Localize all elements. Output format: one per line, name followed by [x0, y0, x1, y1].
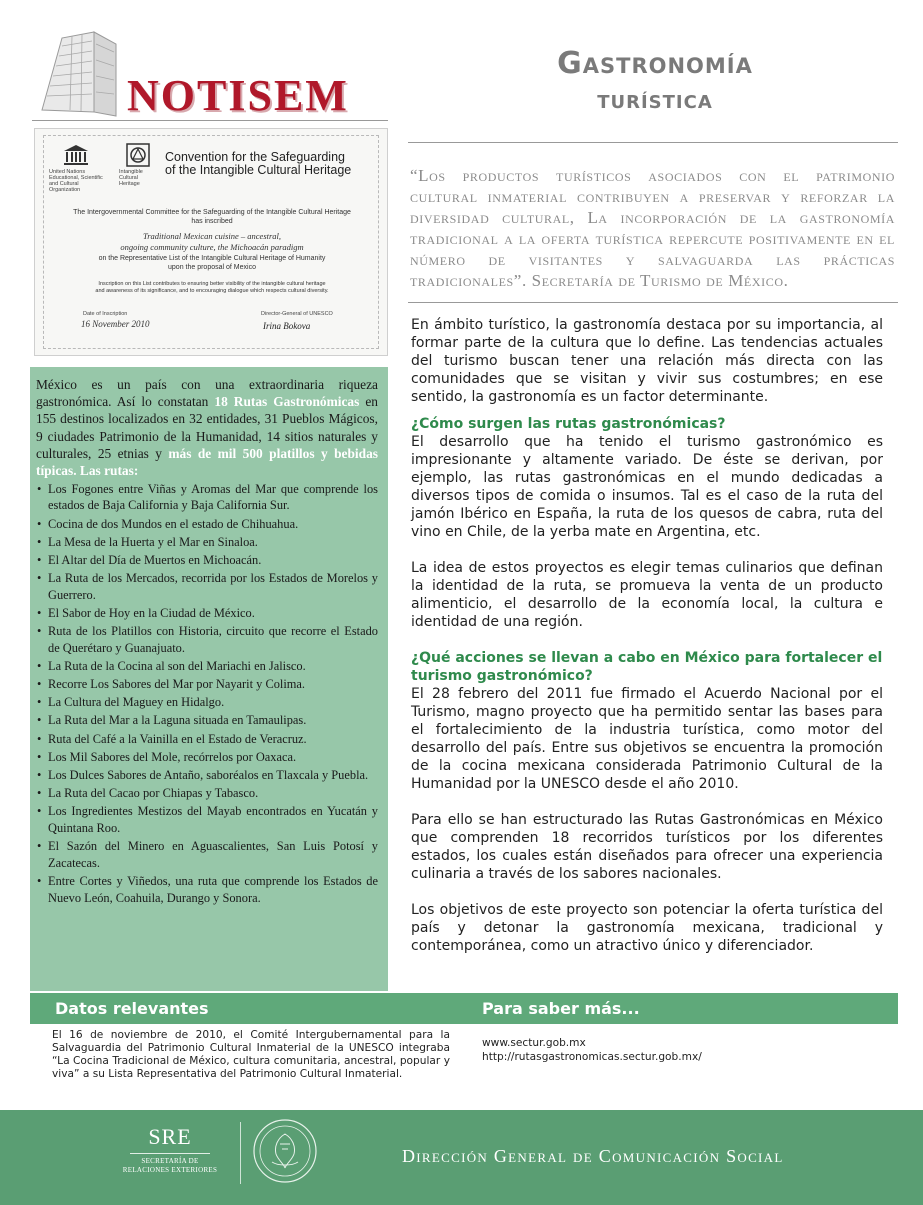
certificate-note-line-1: Inscription on this List contributes to ensuring better visibility of the intangible cultural heritage: [98, 281, 326, 287]
section-heading: ¿Cómo surgen las rutas gastronómicas?: [411, 416, 726, 432]
list-item: • Ruta del Café a la Vainilla en el Estado de Veracruz.: [36, 731, 378, 748]
title-line-2: turística: [597, 85, 713, 115]
list-item: • Los Mil Sabores del Mole, recórrelos por Oaxaca.: [36, 749, 378, 766]
list-item: • Recorre Los Sabores del Mar por Nayarit y Colima.: [36, 676, 378, 693]
certificate-list: on the Representative List of the Intangible Cultural Heritage of Humanity: [98, 255, 326, 262]
ich-emblem-icon: [123, 143, 153, 167]
page-title: [430, 46, 880, 118]
certificate-date-label: Date of Inscription: [83, 311, 128, 317]
article-paragraph: El desarrollo que ha tenido el turismo gastronómico es impresionante y altamente variado. De éste se derivan, por ejemplo, las rutas gastronómicas en el mundo dedicadas a diversos tipos de comida o insumos. Tal es el caso de la ruta del jamón Ibérico en España, la ruta de los quesos de cabra, ruta del vino en Chile, de la yerba mate en Argentina, etc.: [411, 434, 883, 540]
notisem-logo: [32, 30, 392, 122]
sidebar-intro: [36, 376, 378, 479]
certificate-proposal: upon the proposal of Mexico: [168, 264, 256, 271]
list-item: • Ruta de los Platillos con Historia, circuito que recorre el Estado de Querétaro y Guanajuato.: [36, 623, 378, 656]
sre-acronym: SRE: [148, 1124, 192, 1149]
list-item: • Los Ingredientes Mestizos del Mayab encontrados en Yucatán y Quintana Roo.: [36, 803, 378, 836]
article-paragraph: En ámbito turístico, la gastronomía destaca por su importancia, al formar parte de la cultura que lo define. Las tendencias actuales del turismo buscan tener una relación más directa con las comunidades que se visitan y vivir sus costumbres; en ese sentido, la gastronomía es un factor determinante.: [411, 317, 883, 405]
footer-divider: [240, 1122, 241, 1184]
list-item: • Cocina de dos Mundos en el estado de Chihuahua.: [36, 516, 378, 533]
list-item: • Entre Cortes y Viñedos, una ruta que comprende los Estados de Nuevo León, Coahuila, Durango y Sonora.: [36, 873, 378, 906]
certificate-heading: [165, 151, 385, 177]
title-divider: [408, 142, 898, 143]
unesco-caption: United Nations Educational, Scientific and Cultural Organization: [49, 169, 103, 193]
list-item: • La Ruta de la Cocina al son del Mariachi en Jalisco.: [36, 658, 378, 675]
list-item: • El Sabor de Hoy en la Ciudad de México.: [36, 605, 378, 622]
sidebar-highlight-dishes: más de mil 500 platillos y bebidas típicas. Las rutas:: [36, 445, 378, 479]
certificate-element-line-1: Traditional Mexican cuisine – ancestral,: [142, 231, 282, 241]
certificate-element-line-2: ongoing community culture, the Michoacán paradigm: [120, 242, 304, 252]
title-line-1: Gastronomía: [557, 46, 753, 81]
certificate-signature: Irina Bokova: [263, 321, 311, 331]
mexico-seal-icon: [250, 1116, 320, 1186]
list-item: • La Cultura del Maguey en Hidalgo.: [36, 694, 378, 711]
certificate-note-line-2: and awareness of its significance, and to encouraging dialogue which respects cultural diversity.: [95, 288, 329, 294]
quote-divider: [408, 302, 898, 303]
sidebar-intro-text: México es un país con una extraordinaria riqueza gastronómica. Así lo constatan: [36, 377, 378, 410]
sre-line-2: RELACIONES EXTERIORES: [122, 1166, 218, 1174]
mas-title: Para saber más...: [482, 999, 640, 1018]
certificate-committee: The Intergovernmental Committee for the Safeguarding of the Intangible Cultural Heritage: [73, 209, 351, 216]
certificate-heading-line-2: of the Intangible Cultural Heritage: [165, 163, 352, 177]
article-paragraph: Para ello se han estructurado las Rutas Gastronómicas en México que comprenden 18 recorridos turísticos por los diferentes estados, los cuales están diseñados para ofrecer una experiencia culinaria a través de los sabores nacionales.: [411, 812, 883, 882]
links-list: [482, 1036, 702, 1064]
sre-logo: [118, 1124, 222, 1175]
datos-text: El 16 de noviembre de 2010, el Comité Intergubernamental para la Salvaguardia del Patrimonio Cultural Inmaterial de la UNESCO integraba “La Cocina Tradicional de México, cultura comunitaria, ancestral, popular y viva” a su Lista Representativa del Patrimonio Cultural Inmaterial.: [52, 1029, 450, 1080]
header-divider: [32, 120, 388, 121]
list-item: • La Ruta del Mar a la Laguna situada en Tamaulipas.: [36, 712, 378, 729]
article-paragraph: Los objetivos de este proyecto son potenciar la oferta turística del país y detonar la gastronomía mexicana, tradicional y contemporánea, como un atractivo único y diferenciador.: [411, 902, 883, 954]
list-item: • Los Fogones entre Viñas y Aromas del Mar que comprende los estados de Baja California y Baja California Sur.: [36, 481, 378, 514]
datos-title: Datos relevantes: [55, 999, 209, 1018]
list-item: • La Ruta de los Mercados, recorrida por los Estados de Morelos y Guerrero.: [36, 570, 378, 603]
list-item: • La Mesa de la Huerta y el Mar en Sinaloa.: [36, 534, 378, 551]
list-item: • La Ruta del Cacao por Chiapas y Tabasco.: [36, 785, 378, 802]
sidebar-intro-text-2: en 155 destinos localizados en 32 entidades, 31 Pueblos Mágicos, 9 ciudades Patrimonio de la Humanidad, 14 sitios naturales y culturales, 25 etnias y: [36, 394, 378, 461]
ich-caption: Intangible Cultural Heritage: [119, 169, 143, 187]
certificate-date: 16 November 2010: [81, 319, 150, 329]
list-item: • El Altar del Día de Muertos en Michoacán.: [36, 552, 378, 569]
sidebar-highlight-routes: 18 Rutas Gastronómicas: [214, 394, 360, 410]
certificate-signer-label: Director-General of UNESCO: [261, 311, 333, 317]
link-rutas[interactable]: http://rutasgastronomicas.sectur.gob.mx/: [482, 1051, 702, 1063]
sre-line-1: SECRETARÍA DE: [141, 1157, 199, 1165]
footer-direction: Dirección General de Comunicación Social: [402, 1146, 784, 1166]
section-heading: ¿Qué acciones se llevan a cabo en México para fortalecer el turismo gastronómico?: [411, 650, 883, 684]
routes-list: [36, 481, 378, 906]
certificate-inscribed: has inscribed: [191, 218, 233, 225]
routes-sidebar: [30, 367, 388, 991]
article-paragraph: El 28 febrero del 2011 fue firmado el Acuerdo Nacional por el Turismo, magno proyecto que ha permitido sentar las bases para el fortalecimiento de la industria turística, como motor del desarrollo del país. Entre sus objetivos se encuentra la promoción de la cocina mexicana considerada Patrimonio Cultural de la Humanidad por la UNESCO desde el año 2010.: [411, 686, 883, 792]
list-item: • El Sazón del Minero en Aguascalientes, San Luis Potosí y Zacatecas.: [36, 838, 378, 871]
brand-name: NOTISEM: [127, 71, 349, 120]
certificate-heading-line-1: Convention for the Safeguarding: [165, 150, 345, 164]
unesco-temple-icon: [61, 143, 91, 167]
article-paragraph: La idea de estos proyectos es elegir temas culinarios que definan la identidad de la ruta, se promueva la venta de un producto alimenticio, el desarrollo de la economía local, la cultura e identidad de una región.: [411, 560, 883, 630]
link-sectur[interactable]: www.sectur.gob.mx: [482, 1037, 586, 1049]
article-body: [411, 316, 883, 955]
building-icon: [32, 30, 122, 118]
unesco-certificate: [34, 128, 388, 356]
intro-quote: “Los productos turísticos asociados con el patrimonio cultural inmaterial contribuyen a preservar y reforzar la diversidad cultural, La incorporación de la gastronomía tradicional a la oferta turística repercute positivamente en el número de visitantes y salvaguarda las prácticas tradicionales”. Secretaría de Turismo de México.: [410, 166, 895, 290]
list-item: • Los Dulces Sabores de Antaño, saboréalos en Tlaxcala y Puebla.: [36, 767, 378, 784]
